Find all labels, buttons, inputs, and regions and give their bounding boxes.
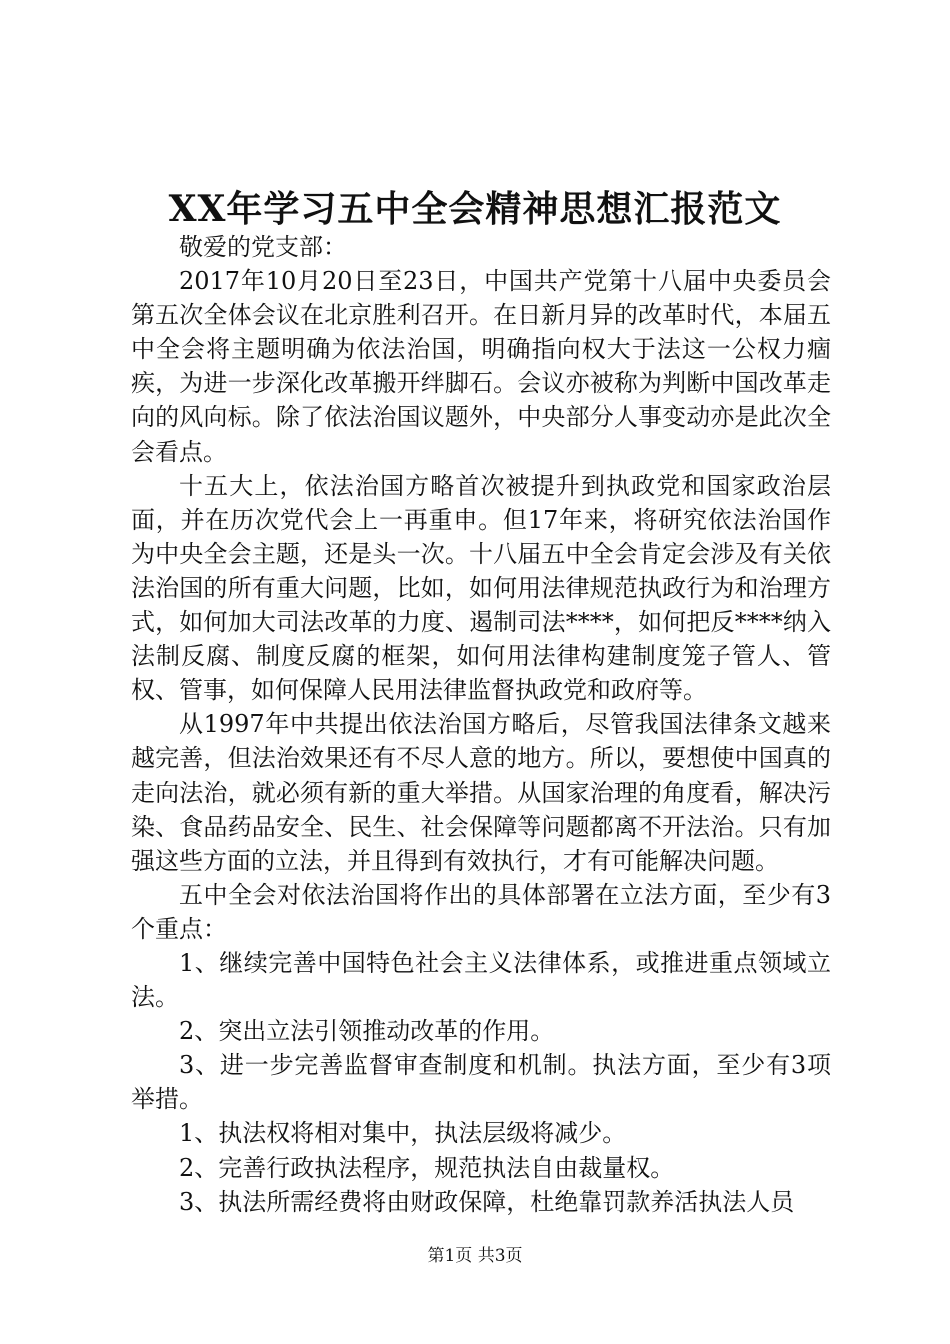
list-item: 1、继续完善中国特色社会主义法律体系，或推进重点领域立法。 <box>131 948 831 1012</box>
page-number-footer: 第1页 共3页 <box>427 1246 523 1266</box>
list-item: 2、突出立法引领推动改革的作用。 <box>179 1017 555 1046</box>
paragraph: 2017年10月20日至23日，中国共产党第十八届中央委员会第五次全体会议在北京胜利召开。在日新月异的改革时代，本届五中全会将主题明确为依法治国，明确指向权大于法这一公权力痼疾，为进一步深化改革搬开绊脚石。会议亦被称为判断中国改革走向的风向标。除了依法治国议题外，中央部分人事变动亦是此次全会看点。 <box>131 267 831 466</box>
paragraph: 十五大上，依法治国方略首次被提升到执政党和国家政治层面，并在历次党代会上一再重申。但17年来，将研究依法治国作为中央全会主题，还是头一次。十八届五中全会肯定会涉及有关依法治国的所有重大问题，比如，如何用法律规范执政行为和治理方式，如何加大司法改革的力度、遏制司法****，如何把反****纳入法制反腐、制度反腐的框架，如何用法律构建制度笼子管人、管权、管事，如何保障人民用法律监督执政党和政府等。 <box>131 471 831 705</box>
paragraph: 从1997年中共提出依法治国方略后，尽管我国法律条文越来越完善，但法治效果还有不尽人意的地方。所以，要想使中国真的走向法治，就必须有新的重大举措。从国家治理的角度看，解决污染、食品药品安全、民生、社会保障等问题都离不开法治。只有加强这些方面的立法，并且得到有效执行，才有可能解决问题。 <box>131 710 831 875</box>
list-item: 1、执法权将相对集中，执法层级将减少。 <box>179 1119 627 1148</box>
document-body <box>131 230 831 1219</box>
list-item: 3、进一步完善监督审查制度和机制。执法方面，至少有3项举措。 <box>131 1051 831 1114</box>
list-item: 2、完善行政执法程序，规范执法自由裁量权。 <box>179 1153 675 1182</box>
paragraph: 五中全会对依法治国将作出的具体部署在立法方面，至少有3个重点： <box>131 880 831 943</box>
document-title: XX年学习五中全会精神思想汇报范文 <box>168 188 782 230</box>
list-item: 3、执法所需经费将由财政保障，杜绝靠罚款养活执法人员 <box>179 1187 795 1216</box>
salutation: 敬爱的党支部： <box>179 233 347 261</box>
